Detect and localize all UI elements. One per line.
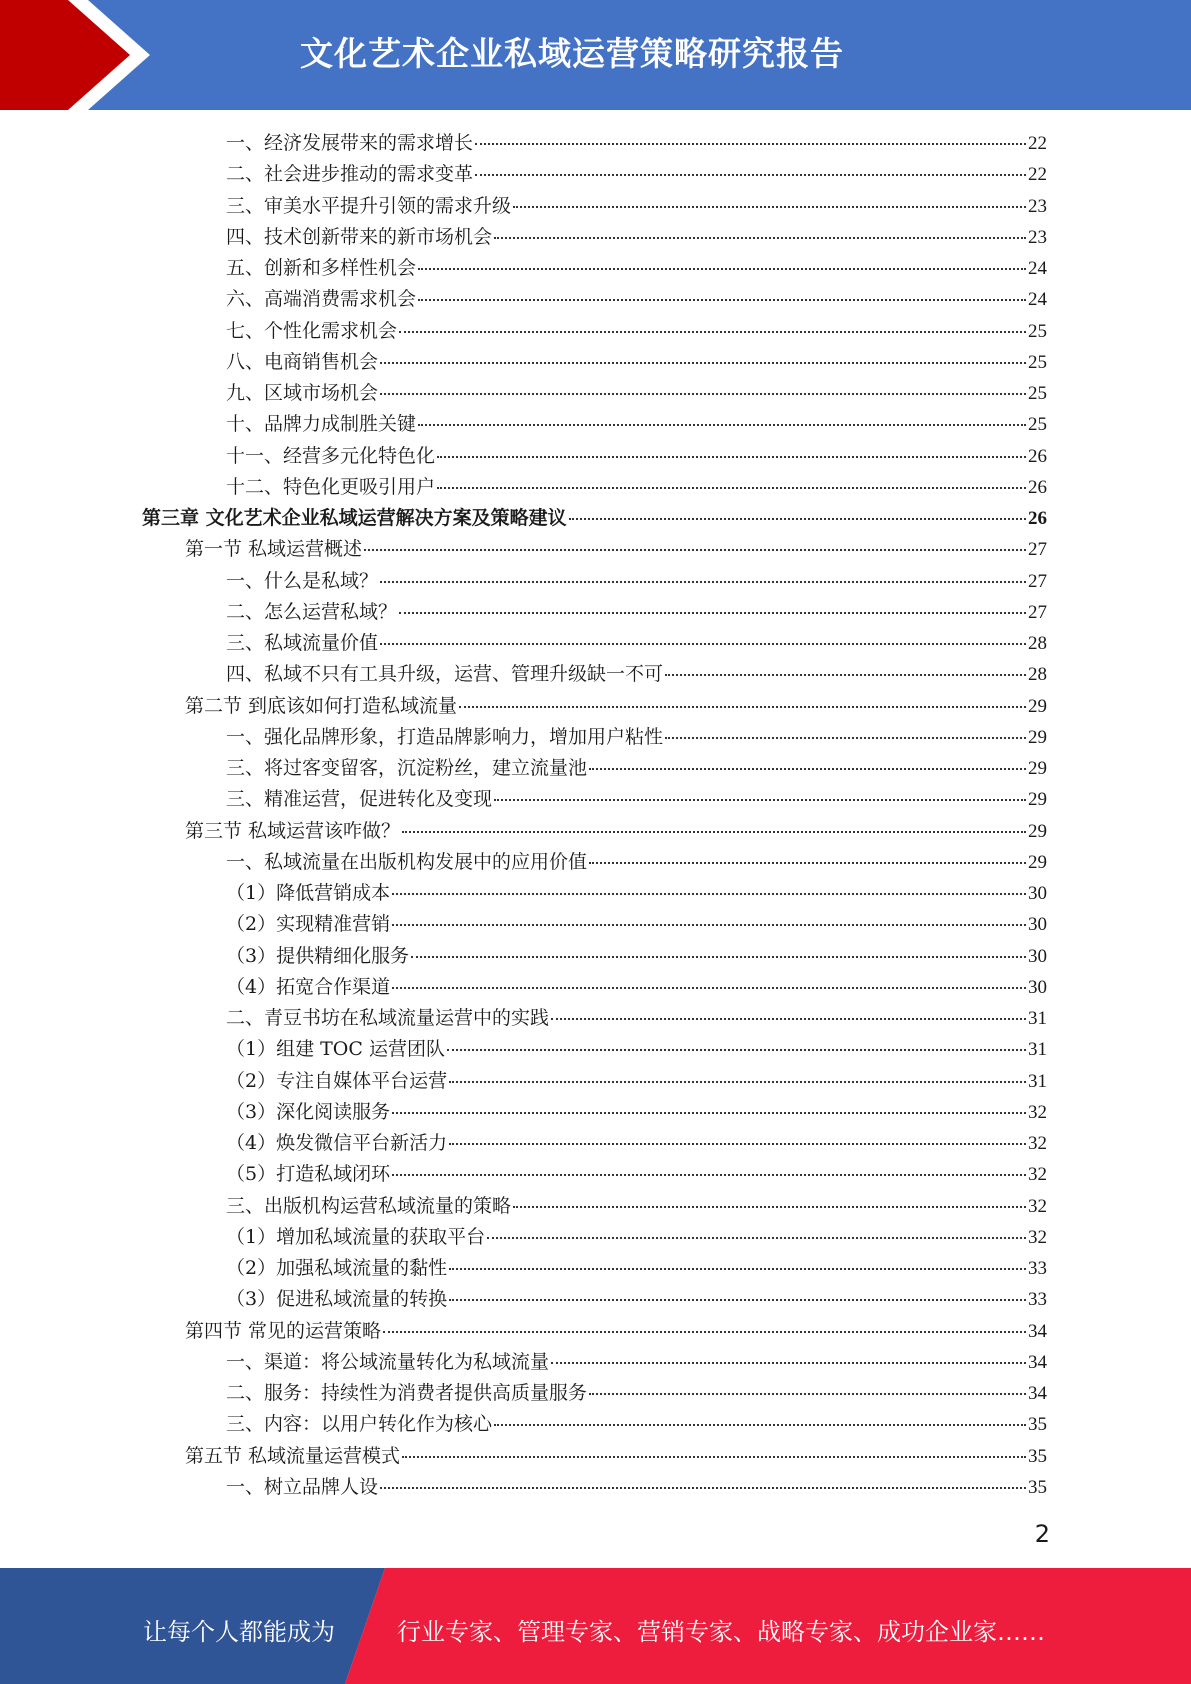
toc-item-row[interactable] bbox=[226, 1409, 1047, 1440]
toc-item-row[interactable] bbox=[226, 472, 1047, 503]
toc-dot-leader bbox=[392, 893, 1026, 895]
toc-dot-leader bbox=[418, 299, 1026, 301]
toc-page-number: 25 bbox=[1028, 320, 1047, 342]
toc-chapter-row[interactable] bbox=[142, 503, 1047, 534]
toc-page-number: 23 bbox=[1028, 195, 1047, 217]
toc-dot-leader bbox=[475, 174, 1026, 176]
toc-entry-label: 十一、经营多元化特色化 bbox=[226, 444, 436, 467]
toc-dot-leader bbox=[494, 799, 1026, 801]
toc-entry-label: （1）增加私域流量的获取平台 bbox=[226, 1225, 486, 1248]
toc-section-row[interactable] bbox=[185, 534, 1047, 565]
toc-dot-leader bbox=[411, 956, 1026, 958]
toc-page-number: 32 bbox=[1028, 1101, 1047, 1123]
page-title: 文化艺术企业私域运营策略研究报告 bbox=[300, 34, 844, 73]
toc-dot-leader bbox=[494, 1424, 1026, 1426]
toc-entry-label: 一、经济发展带来的需求增长 bbox=[226, 132, 474, 154]
toc-page-number: 22 bbox=[1028, 164, 1047, 186]
toc-item-row[interactable] bbox=[226, 1097, 1047, 1128]
toc-page-number: 27 bbox=[1028, 539, 1047, 561]
toc-page-number: 31 bbox=[1028, 1070, 1047, 1092]
toc-entry-label: 一、什么是私域？ bbox=[226, 569, 379, 592]
toc-item-row[interactable] bbox=[226, 1034, 1047, 1065]
toc-page-number: 24 bbox=[1028, 289, 1047, 311]
toc-page-number: 35 bbox=[1028, 1476, 1047, 1498]
toc-page-number: 34 bbox=[1028, 1383, 1047, 1404]
toc-entry-label: 一、树立品牌人设 bbox=[226, 1475, 379, 1498]
toc-entry-label: 六、高端消费需求机会 bbox=[226, 288, 417, 311]
toc-page-number: 29 bbox=[1028, 726, 1047, 748]
toc-entry-label: 七、个性化需求机会 bbox=[226, 319, 398, 342]
toc-item-row[interactable] bbox=[226, 1128, 1047, 1159]
toc-entry-label: 第五节 私域流量运营模式 bbox=[185, 1444, 401, 1467]
toc-entry-label: 一、强化品牌形象，打造品牌影响力，增加用户粘性 bbox=[226, 725, 664, 748]
toc-dot-leader bbox=[380, 643, 1026, 645]
toc-entry-label: 第一节 私域运营概述 bbox=[185, 538, 363, 561]
toc-item-row[interactable] bbox=[226, 128, 1047, 159]
toc-dot-leader bbox=[569, 518, 1026, 520]
toc-page-number: 28 bbox=[1028, 633, 1047, 654]
toc-item-row[interactable] bbox=[226, 972, 1047, 1003]
toc-item-row[interactable] bbox=[226, 878, 1047, 909]
toc-entry-label: 三、内容：以用户转化作为核心 bbox=[226, 1413, 493, 1436]
toc-entry-label: （4）焕发微信平台新活力 bbox=[226, 1132, 448, 1154]
toc-item-row[interactable] bbox=[226, 784, 1047, 815]
toc-entry-label: 九、区域市场机会 bbox=[226, 382, 379, 404]
toc-dot-leader bbox=[494, 237, 1026, 239]
toc-entry-label: （2）专注自媒体平台运营 bbox=[226, 1069, 448, 1092]
toc-page-number: 31 bbox=[1028, 1039, 1047, 1061]
toc-page-number: 32 bbox=[1028, 1164, 1047, 1186]
toc-dot-leader bbox=[418, 424, 1026, 426]
toc-dot-leader bbox=[447, 1049, 1026, 1051]
toc-page-number: 24 bbox=[1028, 258, 1047, 279]
toc-item-row[interactable] bbox=[226, 441, 1047, 472]
toc-entry-label: 八、电商销售机会 bbox=[226, 350, 379, 373]
toc-item-row[interactable] bbox=[226, 659, 1047, 690]
toc-page-number: 27 bbox=[1028, 570, 1047, 592]
toc-entry-label: 二、青豆书坊在私域流量运营中的实践 bbox=[226, 1007, 550, 1029]
toc-page-number: 32 bbox=[1028, 1195, 1047, 1217]
toc-entry-label: （3）提供精细化服务 bbox=[226, 944, 410, 967]
toc-entry-label: （5）打造私域闭环 bbox=[226, 1163, 391, 1186]
toc-entry-label: 十、品牌力成制胜关键 bbox=[226, 413, 417, 436]
toc-dot-leader bbox=[392, 1174, 1026, 1176]
toc-item-row[interactable] bbox=[226, 222, 1047, 253]
toc-dot-leader bbox=[380, 393, 1026, 395]
page-footer bbox=[0, 1568, 1191, 1684]
toc-entry-label: （1）降低营销成本 bbox=[226, 882, 391, 904]
toc-item-row[interactable] bbox=[226, 1253, 1047, 1284]
toc-item-row[interactable] bbox=[226, 566, 1047, 597]
toc-dot-leader bbox=[449, 1081, 1026, 1083]
toc-entry-label: 三、私域流量价值 bbox=[226, 632, 379, 654]
toc-dot-leader bbox=[399, 331, 1026, 333]
toc-item-row[interactable] bbox=[226, 1191, 1047, 1222]
toc-page-number: 26 bbox=[1028, 476, 1047, 498]
toc-item-row[interactable] bbox=[226, 409, 1047, 440]
toc-item-row[interactable] bbox=[226, 909, 1047, 940]
toc-item-row[interactable] bbox=[226, 1378, 1047, 1409]
toc-section-row[interactable] bbox=[185, 816, 1047, 847]
toc-page-number: 29 bbox=[1028, 820, 1047, 842]
toc-dot-leader bbox=[589, 1393, 1026, 1395]
toc-dot-leader bbox=[665, 674, 1026, 676]
footer-slogan: 让每个人都能成为 bbox=[143, 1618, 335, 1646]
toc-dot-leader bbox=[551, 1362, 1026, 1364]
toc-entry-label: 第二节 到底该如何打造私域流量 bbox=[185, 694, 458, 717]
page-header bbox=[0, 0, 1191, 110]
toc-page-number: 26 bbox=[1028, 445, 1047, 467]
toc-page-number: 35 bbox=[1028, 1445, 1047, 1467]
toc-entry-label: 三、将过客变留客，沉淀粉丝，建立流量池 bbox=[226, 757, 588, 779]
toc-item-row[interactable] bbox=[226, 159, 1047, 190]
toc-page-number: 25 bbox=[1028, 414, 1047, 436]
toc-dot-leader bbox=[589, 862, 1026, 864]
toc-entry-label: 一、渠道：将公域流量转化为私域流量 bbox=[226, 1350, 550, 1373]
toc-dot-leader bbox=[589, 768, 1026, 770]
toc-page-number: 29 bbox=[1028, 758, 1047, 779]
toc-page-number: 33 bbox=[1028, 1258, 1047, 1279]
toc-page-number: 23 bbox=[1028, 226, 1047, 248]
toc-page-number: 30 bbox=[1028, 976, 1047, 998]
toc-item-row[interactable] bbox=[226, 847, 1047, 878]
toc-entry-label: 三、精准运营，促进转化及变现 bbox=[226, 788, 493, 811]
toc-page-number: 22 bbox=[1028, 133, 1047, 154]
toc-dot-leader bbox=[513, 206, 1026, 208]
toc-entry-label: 二、社会进步推动的需求变革 bbox=[226, 163, 474, 186]
toc-dot-leader bbox=[380, 581, 1026, 583]
toc-item-row[interactable] bbox=[226, 347, 1047, 378]
toc-dot-leader bbox=[449, 1299, 1026, 1301]
toc-entry-label: 五、创新和多样性机会 bbox=[226, 257, 417, 279]
toc-entry-label: （2）加强私域流量的黏性 bbox=[226, 1257, 448, 1279]
toc-item-row[interactable] bbox=[226, 1066, 1047, 1097]
toc-dot-leader bbox=[364, 549, 1026, 551]
toc-item-row[interactable] bbox=[226, 316, 1047, 347]
toc-dot-leader bbox=[437, 456, 1026, 458]
toc-entry-label: 四、私域不只有工具升级，运营、管理升级缺一不可 bbox=[226, 663, 664, 686]
toc-item-row[interactable] bbox=[226, 1472, 1047, 1503]
toc-entry-label: （2）实现精准营销 bbox=[226, 913, 391, 936]
toc-dot-leader bbox=[383, 1331, 1026, 1333]
toc-item-row[interactable] bbox=[226, 1222, 1047, 1253]
toc-dot-leader bbox=[449, 1268, 1026, 1270]
toc-dot-leader bbox=[399, 612, 1026, 614]
toc-item-row[interactable] bbox=[226, 597, 1047, 628]
toc-item-row[interactable] bbox=[226, 1159, 1047, 1190]
toc-page-number: 25 bbox=[1028, 383, 1047, 404]
toc-entry-label: （3）深化阅读服务 bbox=[226, 1100, 391, 1123]
toc-entry-label: 三、出版机构运营私域流量的策略 bbox=[226, 1194, 512, 1217]
toc-item-row[interactable] bbox=[226, 1003, 1047, 1034]
toc-page-number: 29 bbox=[1028, 695, 1047, 717]
toc-page-number: 29 bbox=[1028, 789, 1047, 811]
toc-dot-leader bbox=[402, 831, 1026, 833]
toc-page-number: 27 bbox=[1028, 601, 1047, 623]
toc-item-row[interactable] bbox=[226, 191, 1047, 222]
toc-entry-label: （1）组建 TOC 运营团队 bbox=[226, 1038, 445, 1061]
toc-item-row[interactable] bbox=[226, 628, 1047, 659]
toc-dot-leader bbox=[487, 1237, 1026, 1239]
footer-roles: 行业专家、管理专家、营销专家、战略专家、成功企业家…… bbox=[397, 1618, 1045, 1646]
toc-item-row[interactable] bbox=[226, 378, 1047, 409]
toc-entry-label: 三、审美水平提升引领的需求升级 bbox=[226, 194, 512, 217]
toc-entry-label: 第四节 常见的运营策略 bbox=[185, 1319, 382, 1342]
toc-item-row[interactable] bbox=[226, 253, 1047, 284]
toc-page-number: 30 bbox=[1028, 914, 1047, 936]
toc-entry-label: 第三节 私域运营该咋做？ bbox=[185, 819, 401, 842]
toc-section-row[interactable] bbox=[185, 691, 1047, 722]
toc-entry-label: （4）拓宽合作渠道 bbox=[226, 975, 391, 998]
toc-page-number: 26 bbox=[1028, 508, 1047, 529]
toc-page-number: 28 bbox=[1028, 664, 1047, 686]
toc-dot-leader bbox=[392, 987, 1026, 989]
toc-entry-label: 四、技术创新带来的新市场机会 bbox=[226, 225, 493, 248]
toc-page-number: 30 bbox=[1028, 945, 1047, 967]
page-number: 2 bbox=[1034, 1520, 1050, 1548]
toc-page-number: 31 bbox=[1028, 1008, 1047, 1029]
toc-dot-leader bbox=[665, 737, 1026, 739]
toc-page-number: 32 bbox=[1028, 1133, 1047, 1154]
toc-section-row[interactable] bbox=[185, 1441, 1047, 1472]
toc-item-row[interactable] bbox=[226, 1284, 1047, 1315]
toc-page-number: 29 bbox=[1028, 851, 1047, 873]
toc-entry-label: 二、服务：持续性为消费者提供高质量服务 bbox=[226, 1382, 588, 1404]
toc-item-row[interactable] bbox=[226, 284, 1047, 315]
toc-page-number: 32 bbox=[1028, 1226, 1047, 1248]
toc-section-row[interactable] bbox=[185, 1316, 1047, 1347]
toc-dot-leader bbox=[418, 268, 1026, 270]
toc-dot-leader bbox=[437, 487, 1026, 489]
toc-dot-leader bbox=[551, 1018, 1026, 1020]
toc-dot-leader bbox=[449, 1143, 1026, 1145]
toc-page-number: 25 bbox=[1028, 351, 1047, 373]
toc-dot-leader bbox=[392, 924, 1026, 926]
toc-item-row[interactable] bbox=[226, 722, 1047, 753]
toc-item-row[interactable] bbox=[226, 941, 1047, 972]
header-arrow-icon bbox=[0, 0, 160, 110]
toc-item-row[interactable] bbox=[226, 753, 1047, 784]
toc-dot-leader bbox=[402, 1456, 1026, 1458]
toc-page-number: 34 bbox=[1028, 1351, 1047, 1373]
toc-dot-leader bbox=[380, 1487, 1026, 1489]
toc-page-number: 34 bbox=[1028, 1320, 1047, 1342]
toc-entry-label: 第三章 文化艺术企业私域运营解决方案及策略建议 bbox=[142, 507, 567, 529]
toc-dot-leader bbox=[380, 362, 1026, 364]
toc-dot-leader bbox=[392, 1112, 1026, 1114]
toc-item-row[interactable] bbox=[226, 1347, 1047, 1378]
toc-entry-label: 一、私域流量在出版机构发展中的应用价值 bbox=[226, 850, 588, 873]
toc-page-number: 35 bbox=[1028, 1414, 1047, 1436]
toc-dot-leader bbox=[459, 706, 1026, 708]
toc-entry-label: 十二、特色化更吸引用户 bbox=[226, 475, 436, 498]
toc-page-number: 33 bbox=[1028, 1289, 1047, 1311]
toc-page-number: 30 bbox=[1028, 883, 1047, 904]
toc-entry-label: 二、怎么运营私域？ bbox=[226, 600, 398, 623]
toc-dot-leader bbox=[513, 1206, 1026, 1208]
toc-entry-label: （3）促进私域流量的转换 bbox=[226, 1288, 448, 1311]
toc-dot-leader bbox=[475, 143, 1026, 145]
